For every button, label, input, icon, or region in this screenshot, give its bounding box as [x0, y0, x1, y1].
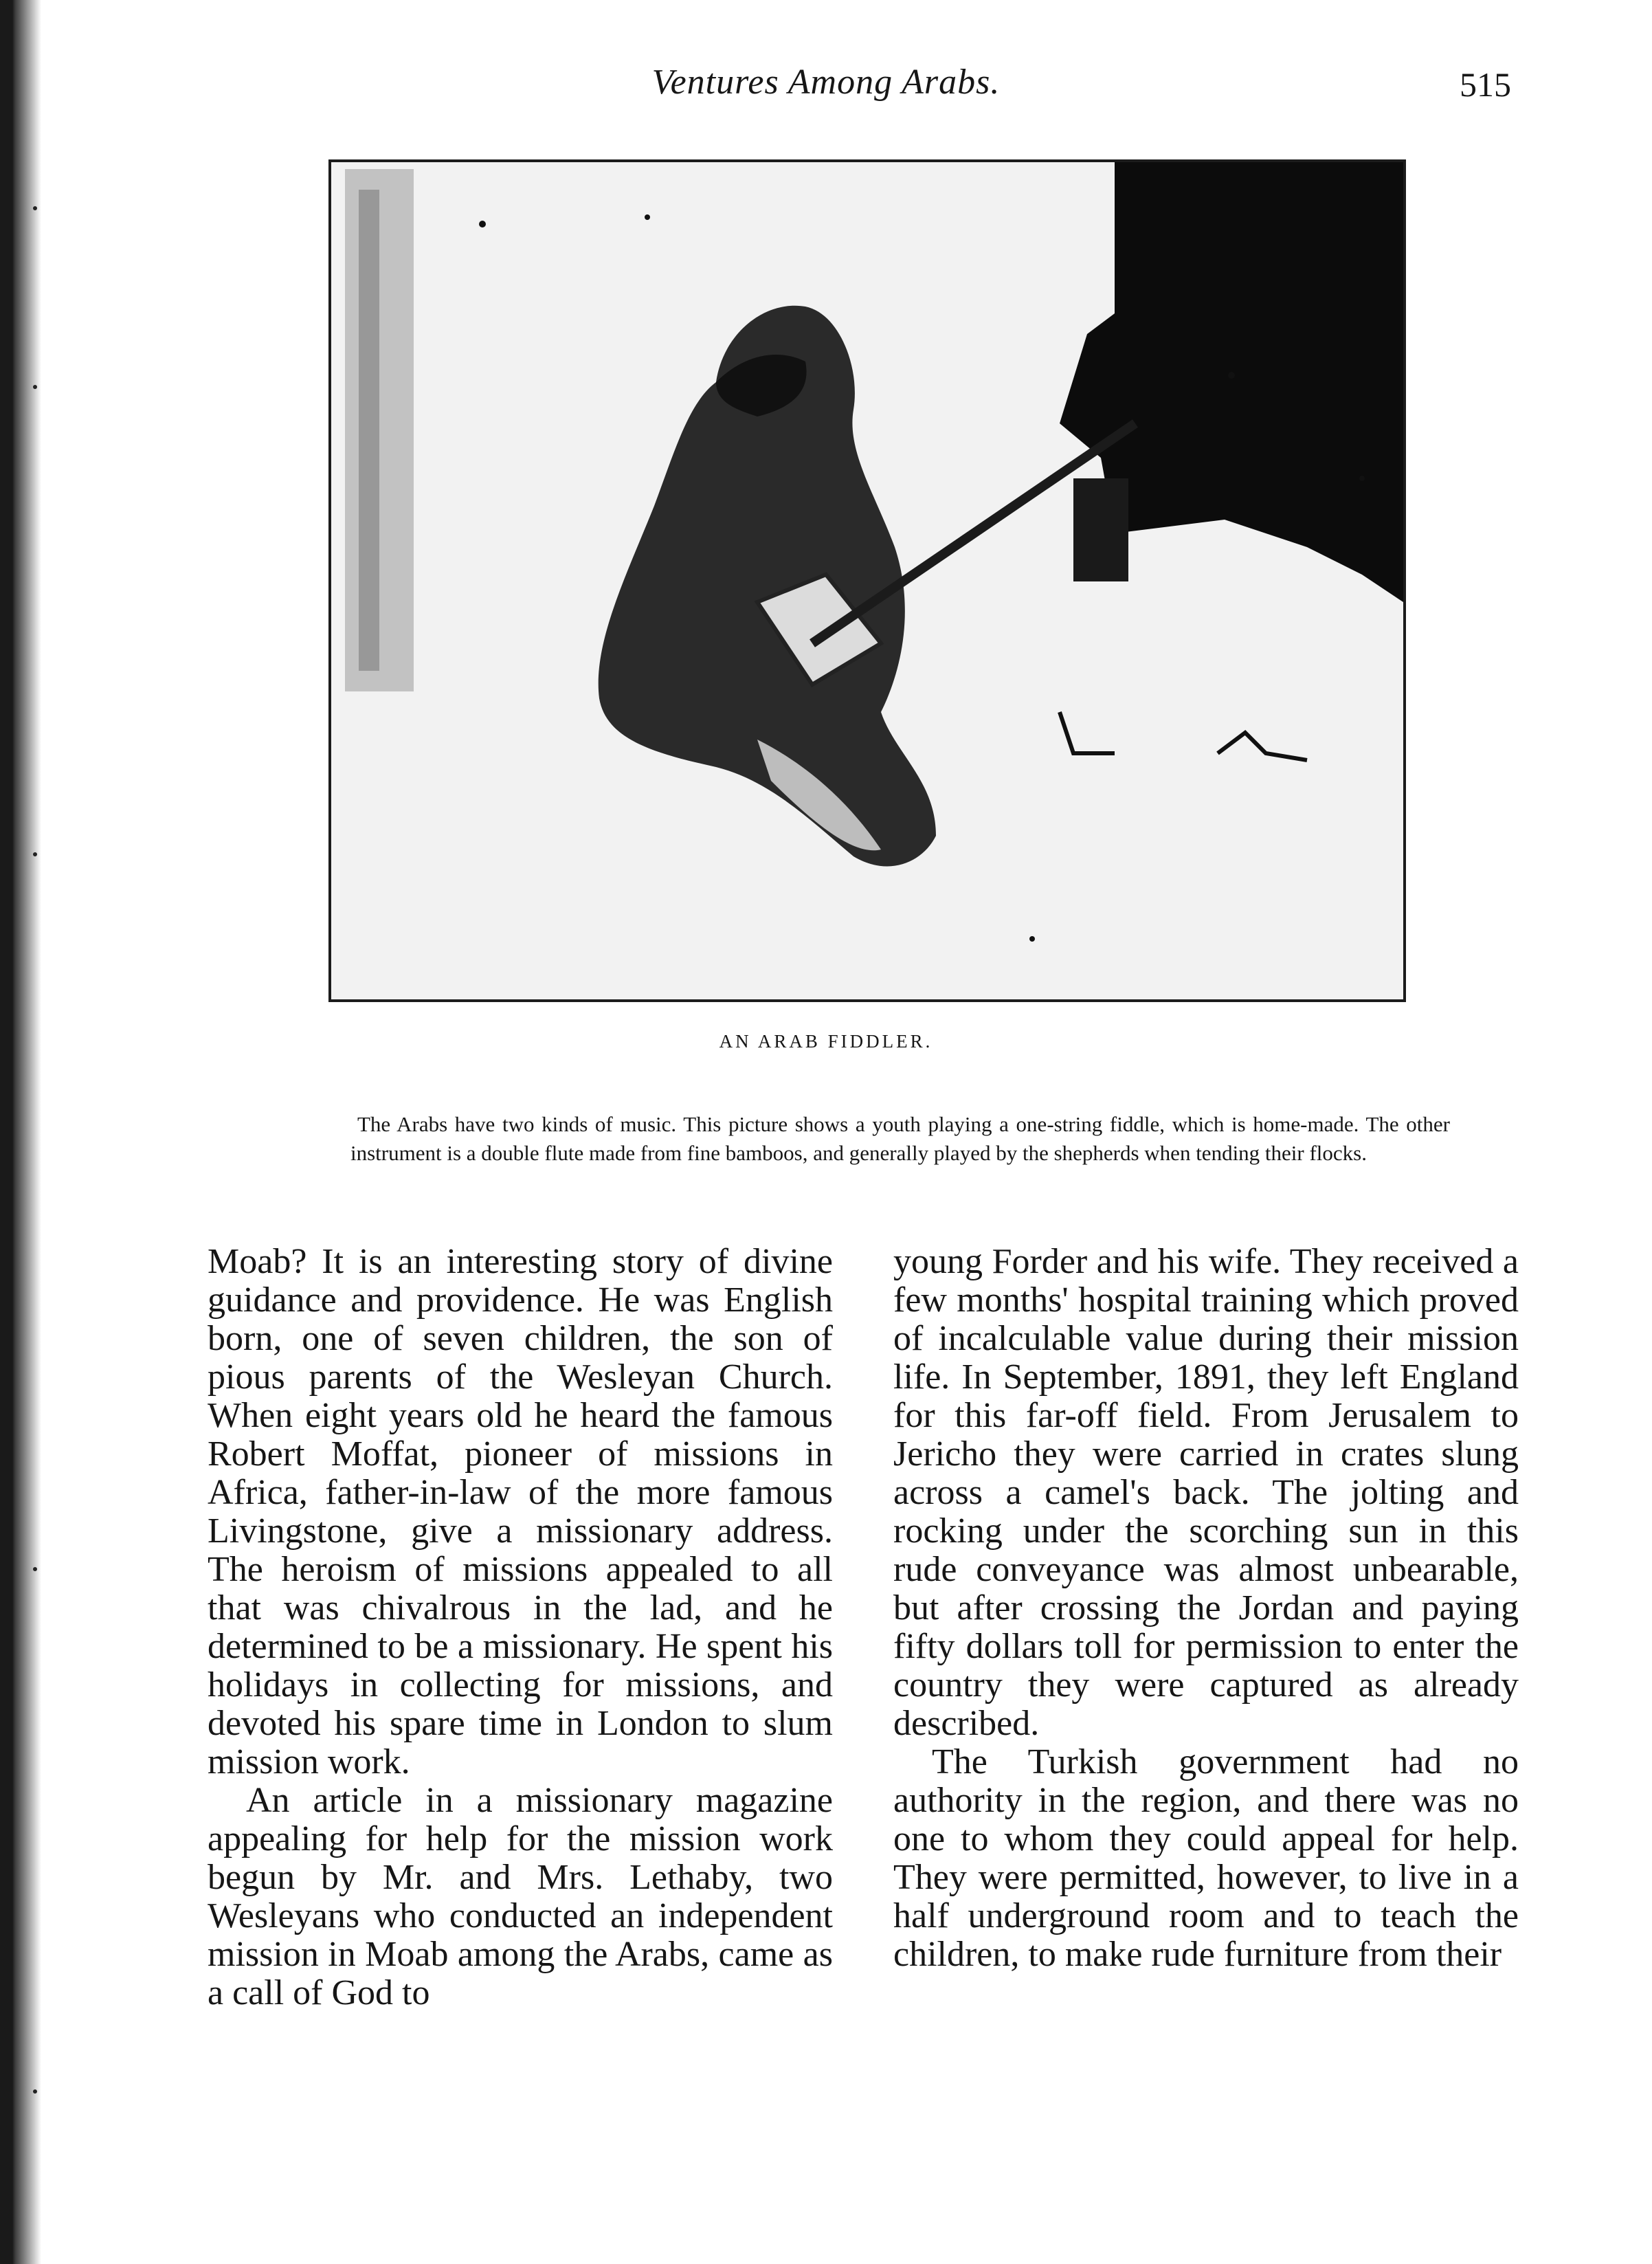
- page-number: 515: [1460, 65, 1511, 104]
- text-column-right: [893, 1243, 1519, 1974]
- paragraph: Moab? It is an interesting story of divine guidance and providence. He was English born, one of seven children, the son of pious parents of the Wesleyan Church. When eight years old he heard the famous Robert Moffat, pioneer of missions in Africa, father-in-law of the more famous Livingstone, give a missionary address. The heroism of missions appealed to all that was chivalrous in the lad, and he determined to be a missionary. He spent his holidays in collecting for missions, and devoted his spare time in London to slum mission work.: [208, 1242, 833, 1782]
- paragraph: young Forder and his wife. They received a few months' hospital training which proved of incalculable value during their mission life. In September, 1891, they left England for this far-off field. From Jerusalem to Jericho they were carried in crates slung across a camel's back. The jolting and rocking under the scorching sun in this rude conveyance was almost unbearable, but after crossing the Jordan and paying fifty dollars toll for permission to enter the country they were captured as already described.: [893, 1242, 1519, 1743]
- arab-fiddler-photo: [328, 159, 1406, 1002]
- speck: [1228, 372, 1235, 379]
- scan-speck: [33, 852, 37, 856]
- page-binding-edge: [0, 0, 44, 2264]
- scan-speck: [33, 2089, 37, 2094]
- paragraph: An article in a missionary magazine appealing for help for the mission work begun by Mr. and Mrs. Lethaby, two Wesleyans who conducted an independent mission in Moab among the Arabs, came as a call of God to: [208, 1781, 833, 2012]
- photo-illustration: [331, 162, 1403, 999]
- speck: [1359, 476, 1365, 481]
- speck: [479, 221, 486, 227]
- running-title: Ventures Among Arabs.: [651, 63, 1001, 102]
- scan-speck: [33, 206, 37, 210]
- left-wall-shadow: [359, 190, 379, 671]
- scan-speck: [33, 1567, 37, 1571]
- text-column-left: [208, 1243, 833, 2012]
- scan-speck: [33, 385, 37, 389]
- speck: [645, 214, 650, 220]
- paragraph: The Turkish government had no authority in the region, and there was no one to whom they could appeal for help. They were permitted, however, to live in a half underground room and to teach the children, to make rude furniture from their: [893, 1742, 1519, 1974]
- speck: [1029, 936, 1035, 942]
- figure-caption: The Arabs have two kinds of music. This picture shows a youth playing a one-string fiddle, which is home-made. The other instrument is a double flute made from fine bamboos, and generally played by the shepherds when tending their flocks.: [350, 1112, 1450, 1165]
- figure-title: AN ARAB FIDDLER.: [719, 1031, 933, 1052]
- doorway-post: [1073, 478, 1128, 581]
